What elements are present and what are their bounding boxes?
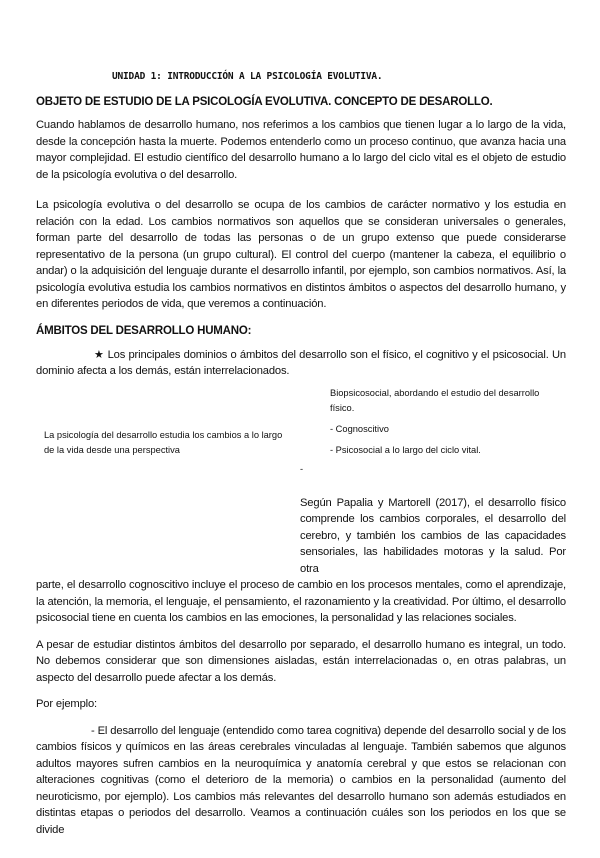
paragraph-normative: La psicología evolutiva o del desarrollo se ocupa de los cambios de carácter normativo y los estudia en relación con la edad. Los cambios normativos son aquellos que se consideran universales o generales, forman parte del desarrollo de todas las personas o de un grupo extenso que puede considerarse representativo de la persona (un grupo cultural). El control del cuerpo (mantener la cabeza, el equilibrio o andar) o la adquisición del lenguaje durante el desarrollo infantil, por ejemplo, son cambios normativos. Así, la psicología evolutiva estudia los cambios normativos en distintos ámbitos o aspectos del desarrollo humano, y en diferentes periodos de vida, que veremos a continuación. <box>36 199 566 310</box>
paragraph-integral: A pesar de estudiar distintos ámbitos del desarrollo por separado, el desarrollo humano es integral, un todo. No debemos considerar que son dimensiones aisladas, están interrelacionadas o, en otras palabras, un aspecto del desarrollo puede afectar a los demás. <box>36 638 566 684</box>
paragraph-papalia-indented: Según Papalia y Martorell (2017), el desarrollo físico comprende los cambios corporales, el desarrollo del cerebro, y también los cambios de las capacidades sensoriales, las habilidades motoras y la salud. Por otra <box>300 496 566 575</box>
unit-title: UNIDAD 1: INTRODUCCIÓN A LA PSICOLOGÍA EVOLUTIVA. <box>112 71 383 82</box>
section-heading-ambitos: ÁMBITOS DEL DESARROLLO HUMANO: <box>36 324 252 337</box>
diagram-biopsicosocial: Biopsicosocial, abordando el estudio del desarrollo físico. <box>330 387 540 413</box>
example-label: Por ejemplo: <box>36 698 98 710</box>
diagram-dash: - <box>300 463 304 474</box>
domains-text: Los principales dominios o ámbitos del desarrollo son el físico, el cognitivo y el psicosocial. Un dominio afecta a los demás, están interrelacionados. <box>36 348 566 377</box>
diagram-cognoscitivo: - Cognoscitivo <box>330 423 389 434</box>
domains-diagram <box>36 386 566 477</box>
star-icon: ★ <box>94 348 105 361</box>
paragraph-example: - El desarrollo del lenguaje (entendido como tarea cognitiva) depende del desarrollo social y de los cambios físicos y químicos en las áreas cerebrales vinculadas al lenguaje. También sabemos que algunos adultos mayores sufren cambios en la neuroquímica y anatomía cerebral y que estos se relacionan con alteraciones cognitivas (como el deterioro de la memoria) o cambios en la personalidad (aumento del neuroticismo, por ejemplo). Los cambios más relevantes del desarrollo humano son además estudiados en distintas etapas o periodos del desarrollo. Veamos a continuación cuáles son los periodos en los que se divide <box>36 724 566 836</box>
diagram-psicosocial: - Psicosocial a lo largo del ciclo vital. <box>330 444 481 455</box>
paragraph-papalia-continued: parte, el desarrollo cognoscitivo incluye el proceso de cambio en los procesos mentales, como el aprendizaje, la atención, la memoria, el lenguaje, el pensamiento, el razonamiento y la creatividad. Por último, el desarrollo psicosocial tiene en cuenta los cambios en las emociones, la personalidad y las relaciones sociales. <box>36 579 566 624</box>
paragraph-intro: Cuando hablamos de desarrollo humano, nos referimos a los cambios que tienen lugar a lo largo de la vida, desde la concepción hasta la muerte. Podemos entenderlo como un proceso continuo, que avanza hacia una mayor complejidad. El estudio científico del desarrollo humano a lo largo del ciclo vital es el objeto de estudio de la psicología evolutiva o del desarrollo. <box>36 119 566 181</box>
section-heading-objeto: OBJETO DE ESTUDIO DE LA PSICOLOGÍA EVOLUTIVA. CONCEPTO DE DESAROLLO. <box>36 96 493 108</box>
diagram-right-column <box>330 386 560 458</box>
diagram-left-text: La psicología del desarrollo estudia los cambios a lo largo de la vida desde una perspectiva <box>44 429 283 455</box>
paragraph-domains <box>36 347 566 380</box>
